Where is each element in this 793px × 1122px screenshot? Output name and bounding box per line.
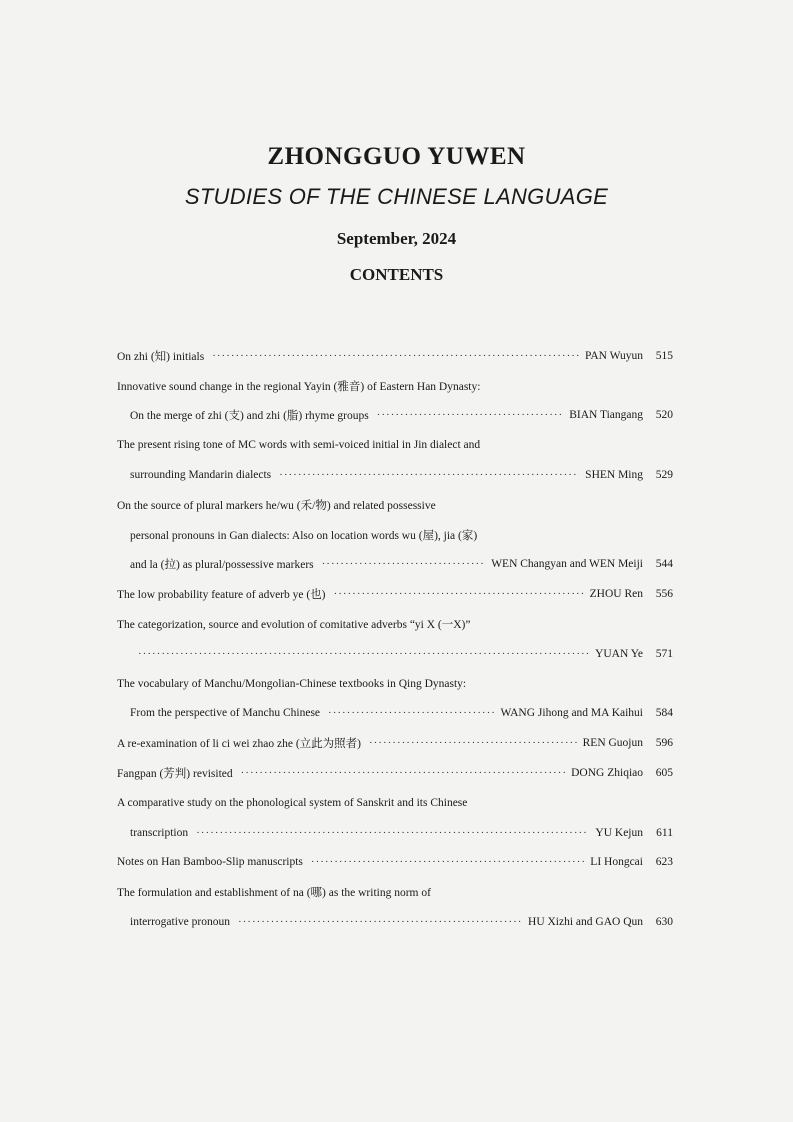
- toc-entry-title: On the source of plural markers he/wu (禾/物) and related possessive: [117, 499, 436, 512]
- dot-leader: [328, 707, 495, 719]
- dot-leader: [138, 648, 589, 660]
- toc-entry-author: SHEN Ming: [585, 469, 643, 482]
- toc-entry[interactable]: [117, 579, 673, 609]
- dot-leader: [238, 916, 522, 928]
- toc-entry-title-line[interactable]: [117, 520, 673, 550]
- toc-entry-author: BIAN Tiangang: [569, 409, 643, 422]
- issue-date: September, 2024: [336, 229, 457, 248]
- toc-entry-author: WANG Jihong and MA Kaihui: [500, 707, 643, 720]
- table-of-contents: [117, 341, 673, 937]
- toc-entry-author: YU Kejun: [595, 826, 643, 839]
- journal-title: ZHONGGUO YUWEN: [267, 143, 526, 170]
- toc-entry[interactable]: [117, 401, 673, 431]
- toc-entry[interactable]: [117, 907, 673, 937]
- dot-leader: [241, 767, 566, 779]
- dot-leader: [369, 737, 577, 749]
- toc-entry[interactable]: [117, 550, 673, 580]
- toc-entry-title: surrounding Mandarin dialects: [130, 469, 272, 482]
- dot-leader: [377, 409, 564, 421]
- toc-entry-title: A re-examination of li ci wei zhao zhe (立此为照者): [117, 738, 361, 751]
- dot-leader: [334, 588, 584, 600]
- toc-entry-page: 611: [656, 826, 673, 839]
- dot-leader: [196, 827, 589, 839]
- toc-entry-title: From the perspective of Manchu Chinese: [130, 707, 321, 720]
- toc-entry-title: transcription: [130, 826, 189, 839]
- toc-entry[interactable]: [117, 848, 673, 878]
- toc-entry-title-line[interactable]: [117, 877, 673, 907]
- toc-entry-author: LI Hongcai: [590, 856, 643, 869]
- toc-entry-page: 571: [655, 647, 673, 660]
- dot-leader: [279, 469, 579, 481]
- dot-leader: [311, 856, 584, 868]
- toc-entry[interactable]: [117, 460, 673, 490]
- toc-entry-title-line[interactable]: [117, 788, 673, 818]
- toc-entry-page: 605: [655, 767, 673, 780]
- toc-entry-page: 544: [655, 558, 673, 571]
- dot-leader: [212, 350, 579, 362]
- toc-entry[interactable]: [117, 728, 673, 758]
- toc-entry-author: DONG Zhiqiao: [571, 767, 643, 780]
- toc-entry-author: REN Guojun: [582, 737, 643, 750]
- toc-entry-page: 623: [655, 856, 673, 869]
- journal-subtitle: STUDIES OF THE CHINESE LANGUAGE: [184, 184, 609, 209]
- toc-entry-page: 529: [655, 469, 673, 482]
- toc-entry-title-line[interactable]: [117, 430, 673, 460]
- toc-entry-title: The vocabulary of Manchu/Mongolian-Chinese textbooks in Qing Dynasty:: [117, 677, 467, 690]
- toc-entry-author: YUAN Ye: [595, 647, 643, 660]
- toc-entry[interactable]: [117, 818, 673, 848]
- contents-heading: CONTENTS: [349, 265, 444, 284]
- toc-entry-title: and la (拉) as plural/possessive markers: [130, 559, 314, 572]
- toc-entry-title-line[interactable]: [117, 669, 673, 699]
- toc-entry-title: personal pronouns in Gan dialects: Also on location words wu (屋), jia (家): [130, 529, 478, 542]
- toc-entry[interactable]: [117, 758, 673, 788]
- toc-entry-title: Fangpan (芳判) revisited: [117, 768, 233, 781]
- toc-entry-page: 630: [655, 916, 673, 929]
- dot-leader: [322, 558, 486, 570]
- toc-entry-title: The present rising tone of MC words with semi-voiced initial in Jin dialect and: [117, 439, 481, 452]
- toc-entry-page: 584: [655, 707, 673, 720]
- toc-entry-title: interrogative pronoun: [130, 916, 230, 929]
- toc-entry-title: Innovative sound change in the regional Yayin (雅音) of Eastern Han Dynasty:: [117, 380, 481, 393]
- toc-entry-title: The categorization, source and evolution of comitative adverbs “yi X (一X)”: [117, 619, 471, 632]
- toc-entry[interactable]: [117, 699, 673, 729]
- toc-entry-title-line[interactable]: [117, 490, 673, 520]
- toc-entry-title: The formulation and establishment of na (哪) as the writing norm of: [117, 887, 431, 900]
- toc-entry-title-line[interactable]: [117, 609, 673, 639]
- toc-entry-page: 515: [655, 349, 673, 362]
- toc-entry[interactable]: [117, 639, 673, 669]
- toc-entry[interactable]: [117, 341, 673, 371]
- toc-entry-author: ZHOU Ren: [589, 588, 643, 601]
- toc-entry-title: A comparative study on the phonological system of Sanskrit and its Chinese: [117, 796, 468, 809]
- toc-entry-title: On the merge of zhi (支) and zhi (脂) rhyme groups: [130, 410, 369, 423]
- toc-entry-title: On zhi (知) initials: [117, 350, 205, 363]
- toc-entry-page: 556: [655, 588, 673, 601]
- toc-entry-title: Notes on Han Bamboo-Slip manuscripts: [117, 856, 303, 869]
- toc-entry-title: The low probability feature of adverb ye (也): [117, 589, 326, 602]
- toc-entry-author: HU Xizhi and GAO Qun: [528, 916, 643, 929]
- toc-entry-page: 596: [655, 737, 673, 750]
- toc-entry-page: 520: [655, 409, 673, 422]
- toc-entry-author: WEN Changyan and WEN Meiji: [491, 558, 643, 571]
- toc-entry-author: PAN Wuyun: [584, 349, 643, 362]
- toc-entry-title-line[interactable]: [117, 371, 673, 401]
